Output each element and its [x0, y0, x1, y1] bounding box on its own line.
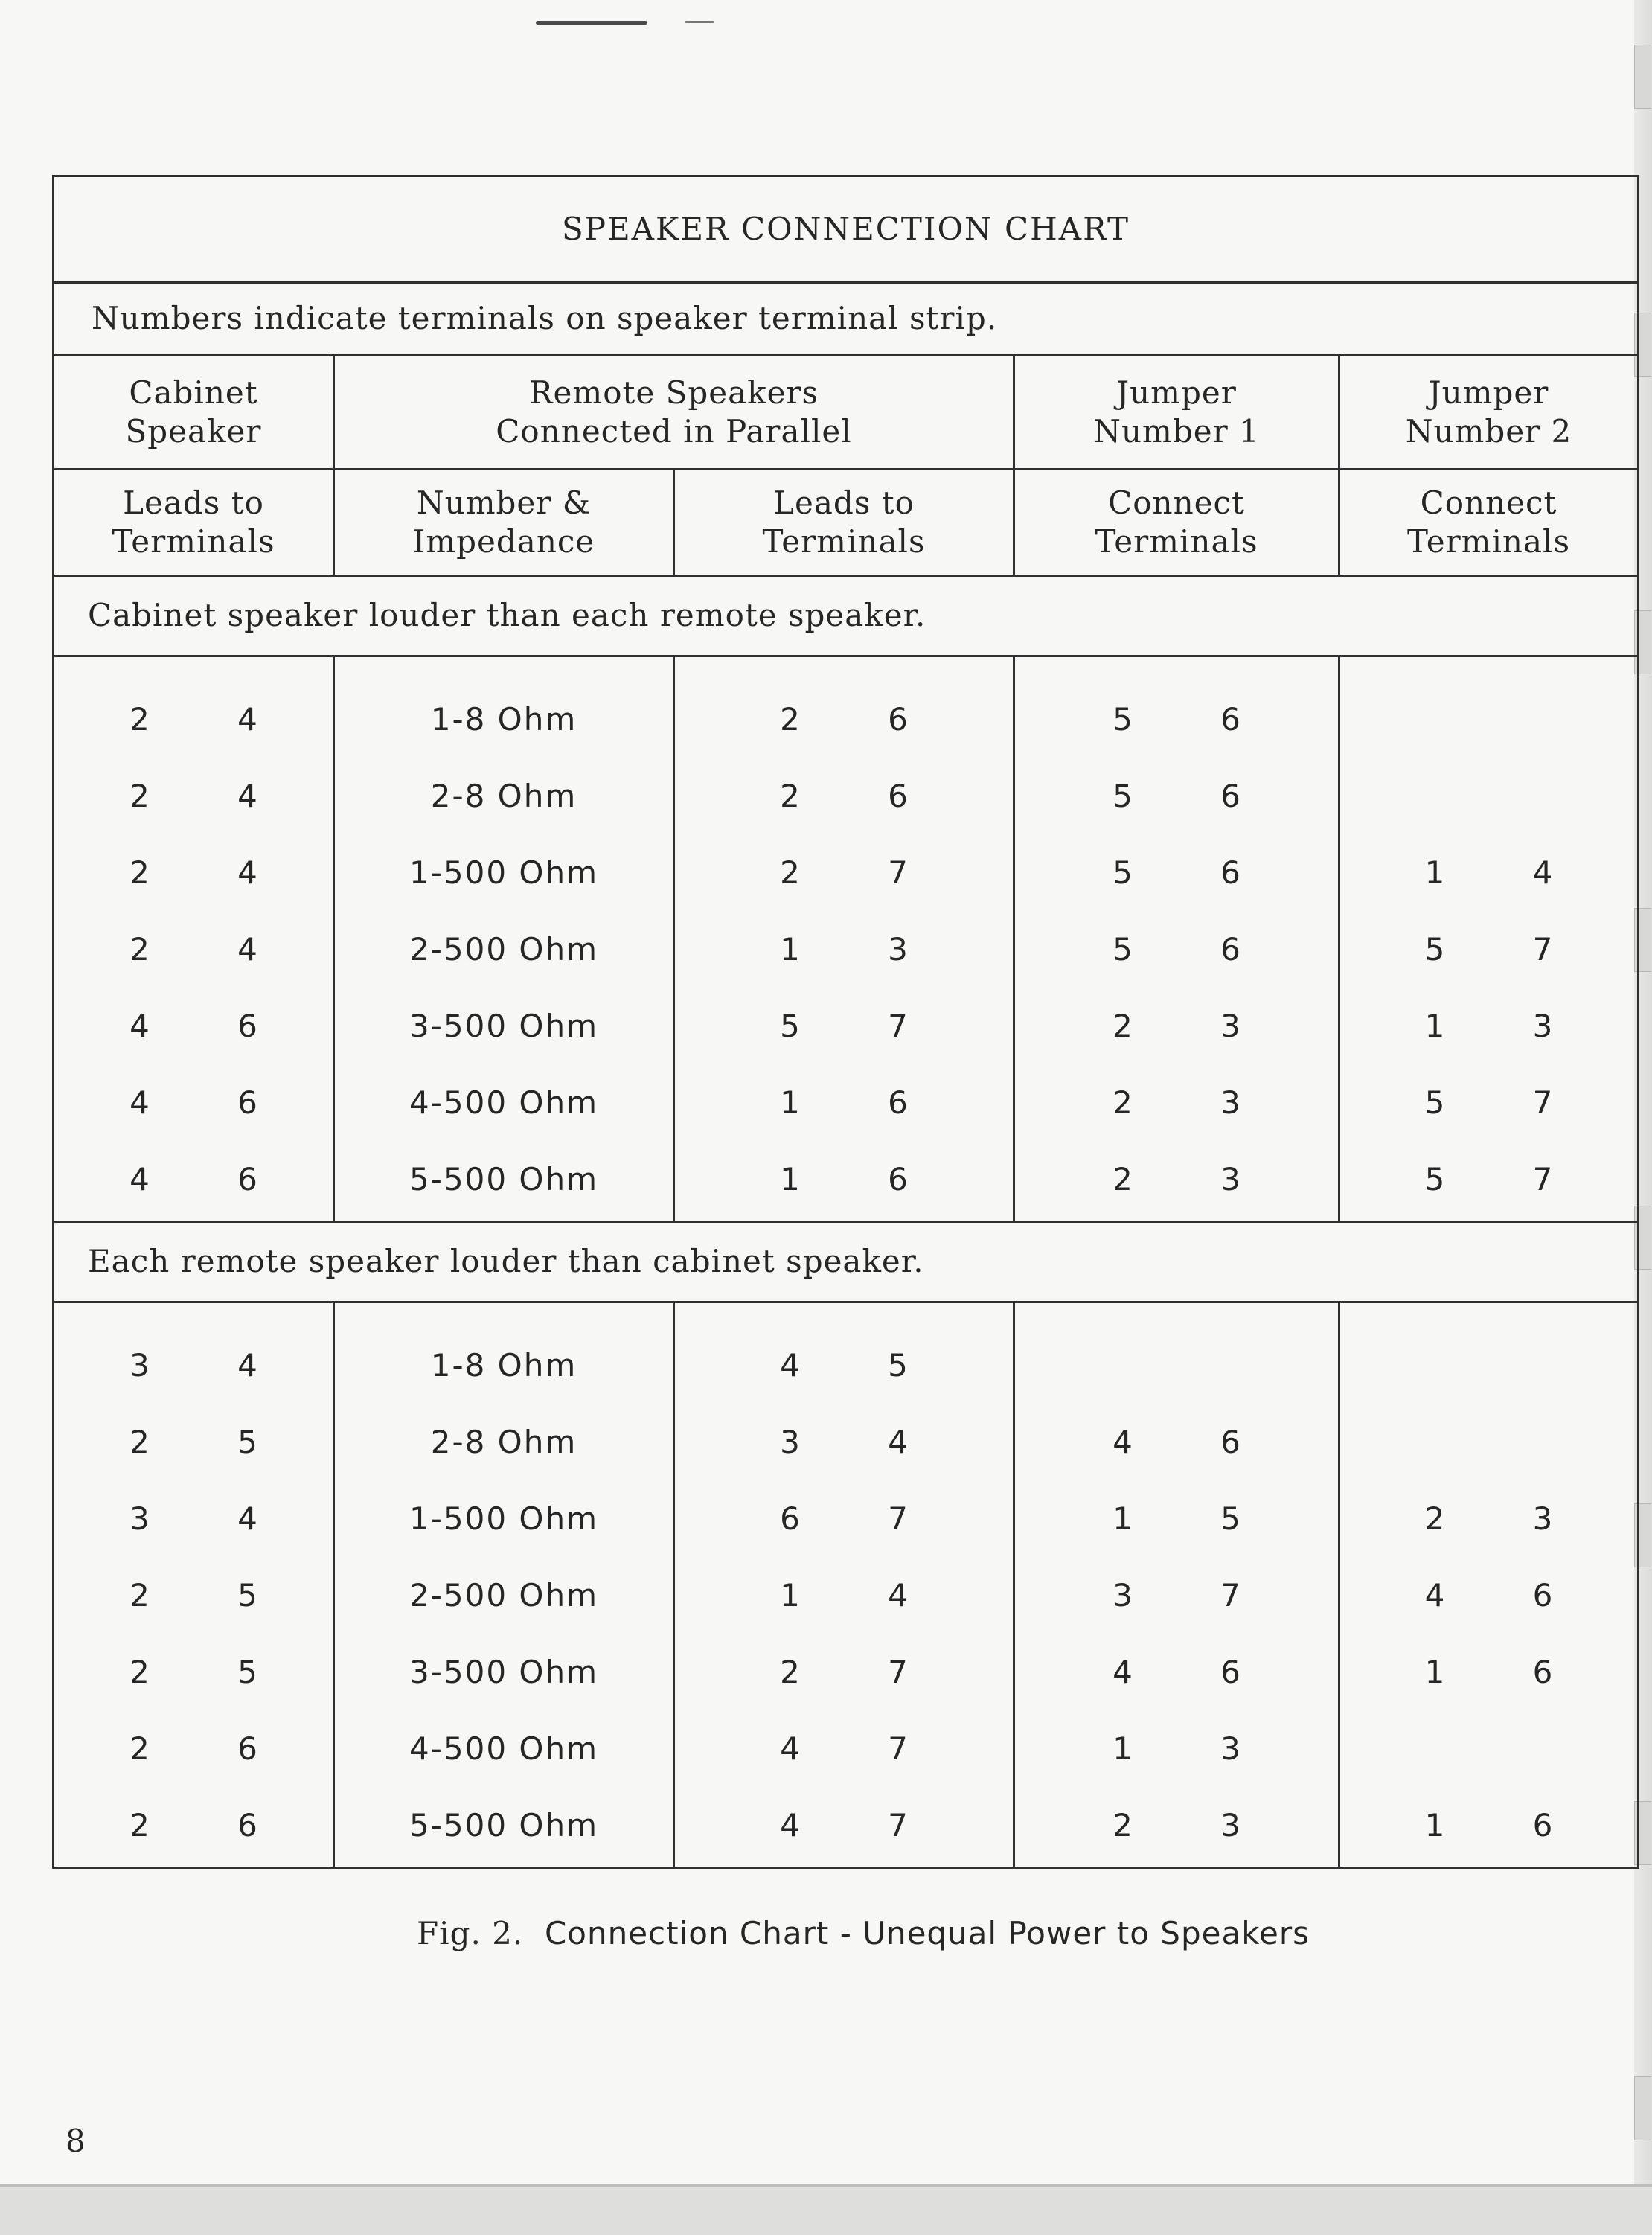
terminal-number: 6 [888, 778, 908, 815]
remote-terminal-pair [675, 1634, 1013, 1711]
jumper1-terminal-pair [1015, 1328, 1338, 1404]
subheader-jumper2-connect: Connect Terminals [1339, 470, 1639, 576]
figure-caption [417, 1915, 1310, 1951]
terminal-number: 2 [129, 1807, 150, 1844]
impedance-value: 5-500 Ohm [409, 1161, 598, 1198]
terminal-number: 2 [780, 778, 800, 815]
remote-terminal-pair [675, 758, 1013, 835]
terminal-number: 3 [1112, 1577, 1133, 1614]
terminal-number: 5 [237, 1577, 257, 1614]
terminal-number: 1 [1112, 1730, 1133, 1768]
terminal-number: 3 [129, 1500, 150, 1538]
terminal-number: 4 [129, 1161, 150, 1198]
jumper2-terminal-pair [1340, 1065, 1637, 1142]
jumper1-terminal-pair [1015, 1142, 1338, 1218]
terminal-number: 4 [237, 931, 257, 968]
section-1-jumper1-col [1014, 1302, 1339, 1868]
terminal-number: 4 [1532, 854, 1553, 892]
terminal-number: 4 [888, 1577, 908, 1614]
cabinet-terminal-pair [54, 1404, 333, 1481]
terminal-number: 1 [1424, 1807, 1445, 1844]
terminal-number: 2 [1112, 1084, 1133, 1122]
terminal-number: 7 [888, 1008, 908, 1045]
terminal-number: 1 [1424, 1654, 1445, 1691]
terminal-number: 7 [888, 1807, 908, 1844]
terminal-number: 6 [1220, 1424, 1240, 1461]
terminal-number: 6 [1532, 1577, 1553, 1614]
remote-terminal-pair [675, 1481, 1013, 1558]
terminal-number: 6 [237, 1730, 257, 1768]
jumper1-terminal-pair [1015, 1481, 1338, 1558]
terminal-number: 7 [888, 1654, 908, 1691]
terminal-number: 4 [780, 1807, 800, 1844]
jumper2-terminal-pair [1340, 1481, 1637, 1558]
terminal-number: 1 [780, 1161, 800, 1198]
cabinet-terminal-pair [54, 682, 333, 758]
terminal-number: 6 [237, 1008, 257, 1045]
terminal-number: 3 [780, 1424, 800, 1461]
terminal-number: 3 [888, 931, 908, 968]
section-1-impedance-col [334, 1302, 674, 1868]
terminal-number: 3 [1220, 1161, 1240, 1198]
impedance-value: 1-500 Ohm [409, 1500, 598, 1538]
terminal-number: 4 [129, 1008, 150, 1045]
remote-terminal-pair [675, 912, 1013, 988]
header-cabinet-speaker: Cabinet Speaker [54, 356, 334, 470]
jumper2-terminal-pair [1340, 1142, 1637, 1218]
remote-terminal-pair [675, 682, 1013, 758]
terminal-number: 7 [888, 854, 908, 892]
terminal-number: 2 [129, 1654, 150, 1691]
remote-terminal-pair [675, 1558, 1013, 1634]
terminal-number: 7 [888, 1730, 908, 1768]
terminal-number: 2 [129, 931, 150, 968]
cabinet-terminal-pair [54, 1711, 333, 1788]
terminal-number: 6 [1220, 778, 1240, 815]
header-remote-speakers: Remote Speakers Connected in Parallel [334, 356, 1014, 470]
terminal-number: 7 [1532, 931, 1553, 968]
terminal-number: 7 [1532, 1161, 1553, 1198]
terminal-number: 2 [780, 854, 800, 892]
terminal-number: 1 [780, 1577, 800, 1614]
terminal-number: 5 [888, 1347, 908, 1384]
chart-title: SPEAKER CONNECTION CHART [54, 176, 1639, 283]
section-1-cabinet-col [54, 1302, 334, 1868]
terminal-number: 2 [1424, 1500, 1445, 1538]
cabinet-terminal-pair [54, 1481, 333, 1558]
jumper1-terminal-pair [1015, 682, 1338, 758]
impedance-value: 4-500 Ohm [409, 1084, 598, 1122]
terminal-number: 2 [1112, 1008, 1133, 1045]
remote-terminal-pair [675, 1065, 1013, 1142]
terminal-number: 3 [1220, 1084, 1240, 1122]
jumper1-terminal-pair [1015, 1711, 1338, 1788]
subheader-cabinet-leads: Leads to Terminals [54, 470, 334, 576]
terminal-number: 6 [888, 701, 908, 738]
chart-note: Numbers indicate terminals on speaker terminal strip. [54, 283, 1639, 356]
cabinet-terminal-pair [54, 988, 333, 1065]
section-0-jumper1-col [1014, 656, 1339, 1222]
terminal-number: 6 [1220, 854, 1240, 892]
impedance-value: 3-500 Ohm [409, 1008, 598, 1045]
terminal-number: 4 [129, 1084, 150, 1122]
terminal-number: 4 [1424, 1577, 1445, 1614]
terminal-number: 5 [1220, 1500, 1240, 1538]
cabinet-terminal-pair [54, 1328, 333, 1404]
terminal-number: 2 [129, 1730, 150, 1768]
remote-terminal-pair [675, 1328, 1013, 1404]
jumper1-terminal-pair [1015, 912, 1338, 988]
section-0-remote-col [674, 656, 1014, 1222]
terminal-number: 4 [780, 1347, 800, 1384]
terminal-number: 6 [1532, 1654, 1553, 1691]
jumper2-terminal-pair [1340, 835, 1637, 912]
terminal-number: 5 [1112, 701, 1133, 738]
header-jumper-1: Jumper Number 1 [1014, 356, 1339, 470]
terminal-number: 6 [780, 1500, 800, 1538]
jumper2-terminal-pair [1340, 1558, 1637, 1634]
cabinet-terminal-pair [54, 758, 333, 835]
terminal-number: 4 [1112, 1424, 1133, 1461]
terminal-number: 3 [1220, 1008, 1240, 1045]
terminal-number: 2 [129, 854, 150, 892]
section-1-jumper2-col [1339, 1302, 1639, 1868]
terminal-number: 4 [888, 1424, 908, 1461]
remote-terminal-pair [675, 988, 1013, 1065]
terminal-number: 5 [1112, 778, 1133, 815]
terminal-number: 6 [888, 1161, 908, 1198]
terminal-number: 4 [237, 1500, 257, 1538]
terminal-number: 1 [1112, 1500, 1133, 1538]
header-jumper-2: Jumper Number 2 [1339, 356, 1639, 470]
terminal-number: 5 [1424, 1161, 1445, 1198]
terminal-number: 6 [1532, 1807, 1553, 1844]
terminal-number: 6 [1220, 931, 1240, 968]
section-label: Each remote speaker louder than cabinet speaker. [54, 1222, 1639, 1302]
jumper2-terminal-pair [1340, 1404, 1637, 1481]
terminal-number: 4 [780, 1730, 800, 1768]
jumper1-terminal-pair [1015, 1634, 1338, 1711]
jumper1-terminal-pair [1015, 1065, 1338, 1142]
terminal-number: 7 [1532, 1084, 1553, 1122]
impedance-value: 3-500 Ohm [409, 1654, 598, 1691]
impedance-value: 1-8 Ohm [430, 1347, 577, 1384]
jumper2-terminal-pair [1340, 758, 1637, 835]
figure-caption-text: Connection Chart - Unequal Power to Speakers [544, 1915, 1310, 1951]
cabinet-terminal-pair [54, 835, 333, 912]
terminal-number: 5 [1424, 1084, 1445, 1122]
terminal-number: 2 [780, 701, 800, 738]
subheader-number-impedance: Number & Impedance [334, 470, 674, 576]
impedance-value: 2-8 Ohm [430, 778, 577, 815]
terminal-number: 2 [129, 778, 150, 815]
terminal-number: 1 [1424, 854, 1445, 892]
impedance-value: 2-500 Ohm [409, 1577, 598, 1614]
terminal-number: 2 [129, 1424, 150, 1461]
terminal-number: 1 [780, 931, 800, 968]
cabinet-terminal-pair [54, 1065, 333, 1142]
figure-number: Fig. 2. [417, 1915, 524, 1951]
jumper1-terminal-pair [1015, 1788, 1338, 1864]
jumper2-terminal-pair [1340, 1634, 1637, 1711]
terminal-number: 6 [1220, 1654, 1240, 1691]
subheader-jumper1-connect: Connect Terminals [1014, 470, 1339, 576]
terminal-number: 5 [237, 1654, 257, 1691]
terminal-number: 4 [237, 854, 257, 892]
terminal-number: 3 [1532, 1008, 1553, 1045]
section-0-cabinet-col [54, 656, 334, 1222]
section-1-remote-col [674, 1302, 1014, 1868]
terminal-number: 4 [237, 1347, 257, 1384]
terminal-number: 7 [1220, 1577, 1240, 1614]
impedance-value: 2-8 Ohm [430, 1424, 577, 1461]
terminal-number: 6 [237, 1084, 257, 1122]
jumper1-terminal-pair [1015, 1404, 1338, 1481]
terminal-number: 5 [1112, 931, 1133, 968]
jumper2-terminal-pair [1340, 912, 1637, 988]
terminal-number: 2 [780, 1654, 800, 1691]
jumper1-terminal-pair [1015, 988, 1338, 1065]
terminal-number: 4 [1112, 1654, 1133, 1691]
remote-terminal-pair [675, 1404, 1013, 1481]
terminal-number: 6 [888, 1084, 908, 1122]
terminal-number: 3 [1220, 1807, 1240, 1844]
terminal-number: 5 [237, 1424, 257, 1461]
jumper2-terminal-pair [1340, 682, 1637, 758]
jumper2-terminal-pair [1340, 988, 1637, 1065]
terminal-number: 2 [1112, 1807, 1133, 1844]
jumper1-terminal-pair [1015, 758, 1338, 835]
jumper2-terminal-pair [1340, 1328, 1637, 1404]
terminal-number: 4 [237, 701, 257, 738]
terminal-number: 6 [237, 1161, 257, 1198]
index-tab [1634, 45, 1651, 109]
scan-bottom-edge [0, 2184, 1652, 2235]
terminal-number: 5 [780, 1008, 800, 1045]
terminal-number: 2 [1112, 1161, 1133, 1198]
impedance-value: 4-500 Ohm [409, 1730, 598, 1768]
jumper1-terminal-pair [1015, 835, 1338, 912]
remote-terminal-pair [675, 835, 1013, 912]
section-label: Cabinet speaker louder than each remote speaker. [54, 576, 1639, 656]
terminal-number: 6 [237, 1807, 257, 1844]
terminal-number: 7 [888, 1500, 908, 1538]
impedance-value: 2-500 Ohm [409, 931, 598, 968]
terminal-number: 3 [1532, 1500, 1553, 1538]
scan-mark [685, 21, 714, 23]
impedance-value: 5-500 Ohm [409, 1807, 598, 1844]
cabinet-terminal-pair [54, 912, 333, 988]
speaker-connection-chart [52, 175, 1639, 1869]
terminal-number: 5 [1424, 931, 1445, 968]
terminal-number: 2 [129, 701, 150, 738]
jumper1-terminal-pair [1015, 1558, 1338, 1634]
cabinet-terminal-pair [54, 1788, 333, 1864]
cabinet-terminal-pair [54, 1142, 333, 1218]
jumper2-terminal-pair [1340, 1711, 1637, 1788]
cabinet-terminal-pair [54, 1558, 333, 1634]
section-0-jumper2-col [1339, 656, 1639, 1222]
jumper2-terminal-pair [1340, 1788, 1637, 1864]
impedance-value: 1-500 Ohm [409, 854, 598, 892]
remote-terminal-pair [675, 1788, 1013, 1864]
subheader-remote-leads: Leads to Terminals [674, 470, 1014, 576]
terminal-number: 3 [129, 1347, 150, 1384]
remote-terminal-pair [675, 1142, 1013, 1218]
index-tab [1634, 2076, 1651, 2140]
scan-mark [536, 21, 647, 25]
terminal-number: 3 [1220, 1730, 1240, 1768]
cabinet-terminal-pair [54, 1634, 333, 1711]
page-number: 8 [65, 2123, 86, 2159]
remote-terminal-pair [675, 1711, 1013, 1788]
terminal-number: 4 [237, 778, 257, 815]
section-0-impedance-col [334, 656, 674, 1222]
terminal-number: 1 [1424, 1008, 1445, 1045]
impedance-value: 1-8 Ohm [430, 701, 577, 738]
terminal-number: 6 [1220, 701, 1240, 738]
terminal-number: 5 [1112, 854, 1133, 892]
terminal-number: 1 [780, 1084, 800, 1122]
terminal-number: 2 [129, 1577, 150, 1614]
